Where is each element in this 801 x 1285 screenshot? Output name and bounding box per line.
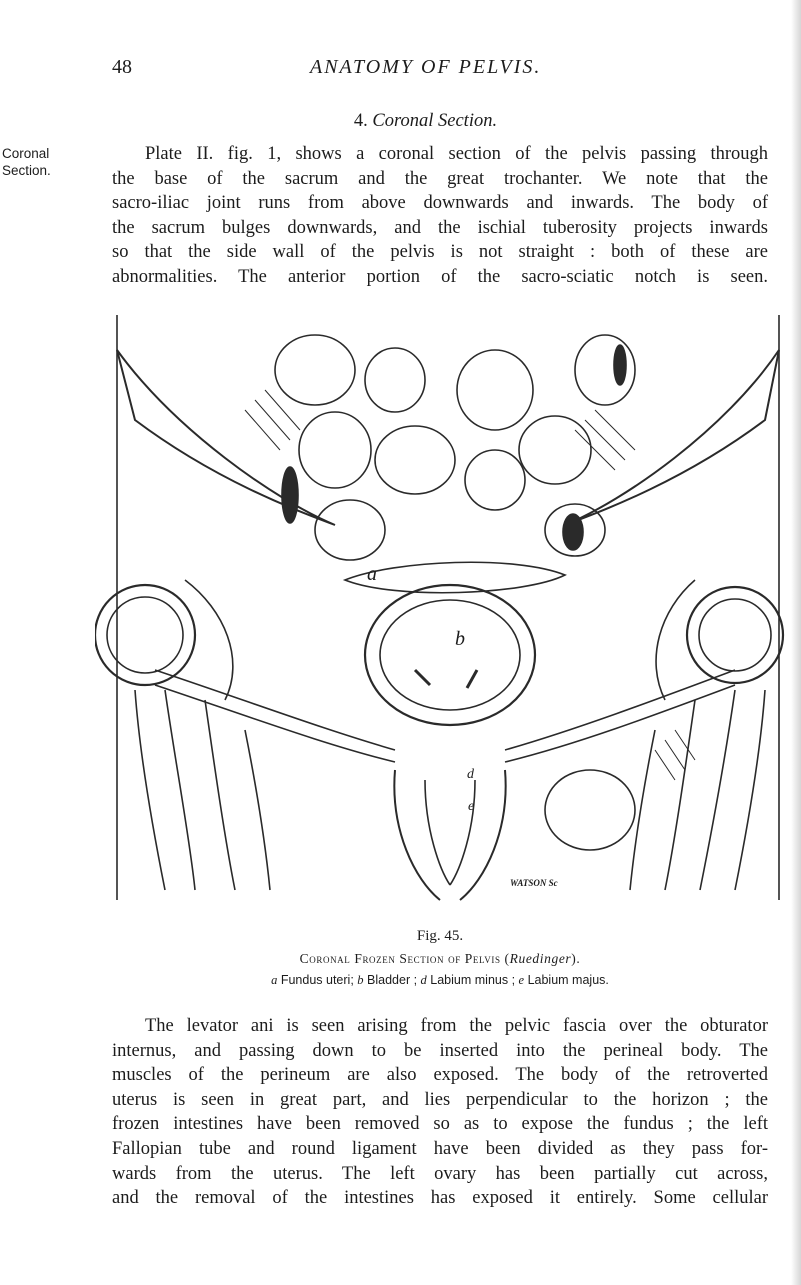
text-line: and the removal of the intestines has exposed it entirely. Some cellular: [112, 1188, 768, 1209]
legend-text: Labium majus.: [527, 973, 609, 987]
text-line: internus, and passing down to be inserted into the perineal body. The: [112, 1040, 768, 1061]
text-line: muscles of the perineum are also exposed. The body of the retroverted: [112, 1065, 768, 1086]
anatomy-engraving: [95, 310, 801, 920]
legend-key: a: [271, 973, 278, 987]
figure-legend: [112, 973, 768, 988]
margin-note-line: Coronal: [2, 146, 50, 161]
running-title: ANATOMY OF PELVIS.: [310, 56, 542, 78]
engraver-signature: WATSON Sc: [510, 878, 558, 888]
paragraph-coronal-section: [112, 142, 768, 290]
text-line: frozen intestines have been removed so as to expose the fundus ; the left: [112, 1114, 768, 1135]
margin-note: [2, 145, 102, 179]
text-line: the base of the sacrum and the great trochanter. We note that the: [112, 168, 768, 189]
paragraph-levator-ani: [112, 1014, 768, 1211]
section-title: Coronal Section.: [372, 111, 498, 131]
legend-text: Fundus uteri;: [280, 973, 354, 987]
text-line: abnormalities. The anterior portion of the sacro-sciatic notch is seen.: [112, 266, 768, 287]
section-heading: [0, 111, 801, 132]
legend-text: Bladder ;: [367, 973, 418, 987]
figure-45-illustration: [95, 310, 801, 920]
text-line: Fallopian tube and round ligament have been divided as they pass for-: [112, 1138, 768, 1159]
text-line: The levator ani is seen arising from the pelvic fascia over the obturator: [145, 1016, 768, 1036]
figure-title-author: Ruedinger: [509, 951, 572, 966]
figure-title: [112, 951, 768, 967]
text-line: so that the side wall of the pelvis is not straight : both of these are: [112, 242, 768, 263]
figure-label: Fig. 45.: [416, 928, 464, 944]
page-edge-shadow: [791, 0, 801, 1285]
margin-note-line: Section.: [2, 163, 51, 178]
legend-text: Labium minus ;: [430, 973, 516, 987]
text-line: uterus is seen in great part, and lies perpendicular to the horizon ; the: [112, 1089, 768, 1110]
legend-key: b: [357, 973, 364, 987]
figure-title-suffix: ).: [571, 951, 581, 966]
label-d: d: [467, 767, 474, 782]
text-line: Plate II. fig. 1, shows a coronal section of the pelvis passing through: [145, 144, 768, 164]
figure-title-prefix: Coronal Frozen Section of Pelvis (: [299, 951, 510, 966]
label-b: b: [455, 628, 465, 650]
page-number: 48: [112, 56, 132, 78]
text-line: sacro-iliac joint runs from above downwards and inwards. The body of: [112, 193, 768, 214]
text-line: the sacrum bulges downwards, and the ischial tuberosity projects inwards: [112, 217, 768, 238]
text-line: wards from the uterus. The left ovary has been partially cut across,: [112, 1163, 768, 1184]
label-a: a: [367, 563, 377, 585]
legend-key: d: [420, 973, 427, 987]
section-number: 4.: [353, 111, 368, 131]
label-e: e: [468, 799, 475, 814]
legend-key: e: [518, 973, 525, 987]
